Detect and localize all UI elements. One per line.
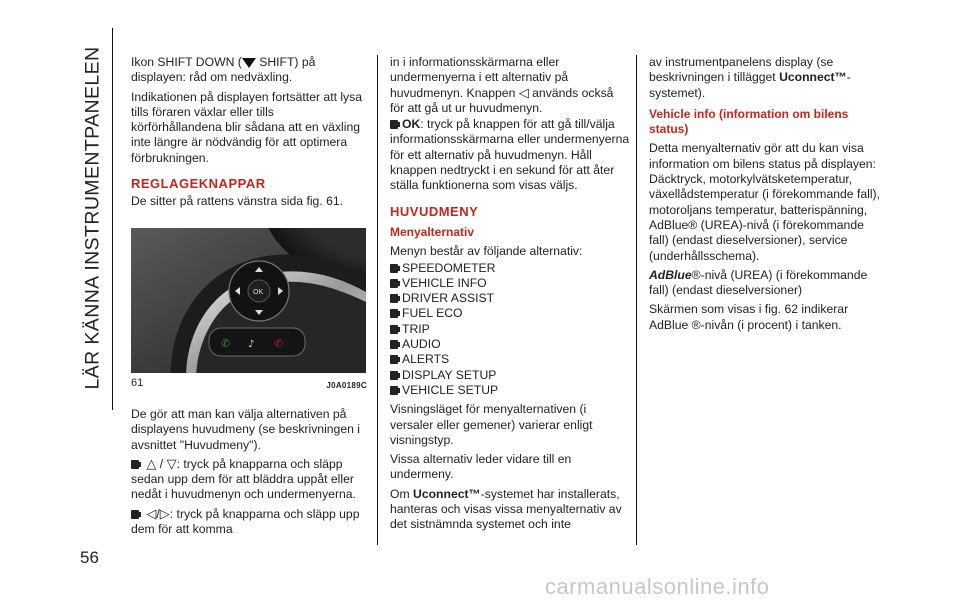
list-item: TRIP [390,322,630,337]
left-arrow-icon: ◁ [146,506,157,522]
up-arrow-icon: △ [146,456,157,472]
list-item: VEHICLE SETUP [390,383,630,398]
svg-text:♪: ♪ [248,338,255,350]
sidebar-rule [112,28,113,410]
controls-location-text: De sitter på rattens vänstra sida fig. 61. [131,194,344,209]
bullet-icon [131,510,139,519]
main-menu-intro: De gör att man kan välja alternativen på displayens huvudmeny (se beskrivningen i avsnittet "Huvudmeny"). [131,406,360,452]
shift-down-paragraph: Ikon SHIFT DOWN ( SHIFT) på displayen: råd om nedväxling. [131,55,316,85]
figure-number: 61 [131,376,144,389]
column-3 [649,55,885,337]
steering-wheel-photo [131,228,366,373]
display-mode-text: Visningsläget för menyalternativen (i versaler eller gemener) varierar enligt visningstyp. [390,402,593,447]
bullet-icon [390,355,398,364]
fig62-paragraph: Skärmen som visas i fig. 62 indikerar AdBlue ®-nivån (i procent) i tanken. [649,302,849,332]
bullet-icon [131,460,139,469]
column-rule [377,55,378,545]
column-rule [636,55,637,545]
bullet-icon [390,371,398,380]
list-item: VEHICLE INFO [390,276,630,291]
page-number: 56 [80,548,99,567]
subheading-vehicle-info: Vehicle info (information om bilens status) [649,106,849,137]
figure-code: J0A0189C [326,380,367,390]
uconnect-note: av instrumentpanelens display (se beskrivningen i tillägget Uconnect™-systemet). [649,55,851,100]
down-arrow-icon: ▽ [166,456,177,472]
shift-down-icon [242,58,256,68]
ok-button-label: OK [253,288,264,296]
figure-caption [131,376,367,393]
bullet-icon [390,309,398,318]
list-item: DISPLAY SETUP [390,368,630,383]
bullet-icon [390,386,398,395]
bullet-up-down: △ / ▽: tryck på knapparna och släpp sedan upp dem för att bläddra uppåt eller nedåt i huvudmenyn och undermenyerna. [131,456,356,502]
indication-paragraph: Indikationen på displayen fortsätter att lysa tills föraren växlar eller tills körförhållandena blir sådana att en växling inte längre är nödvändig för att optimera förbrukningen. [131,89,363,165]
submenu-paragraph: in i informationsskärmarna eller undermenyerna i ett alternativ på huvudmenyn. Knappen ◁ används också för att gå ut ur huvudmenyn. [390,55,614,115]
section-heading-main-menu: HUVUDMENY [390,203,479,219]
column-2 [390,55,630,537]
section-heading-controls: REGLAGEKNAPPAR [131,176,266,192]
list-item: SPEEDOMETER [390,261,630,276]
bullet-icon [390,264,398,273]
adblue-paragraph: AdBlue®-nivå (UREA) (i förekommande fall) (endast dieselversioner) [649,267,868,298]
list-item: DRIVER ASSIST [390,291,630,306]
vehicle-info-text: Detta menyalternativ gör att du kan visa information om bilens status på displayen: Däcktryck, motorkylvätsketemperatur, växellådstemperatur (i förekommande fall), motoroljans temperatur, batterispänning, AdBlue® (UREA)-nivå (i förekommande fall) (endast dieselversioner), service (underhållsschema). [649,141,880,263]
svg-text:✆: ✆ [221,336,231,350]
svg-text:✆: ✆ [274,336,284,350]
submenu-note: Vissa alternativ leder vidare till en undermeny. [390,452,572,482]
menu-intro: Menyn består av följande alternativ: [390,244,583,259]
right-arrow-icon: ▷ [159,506,170,522]
list-item: FUEL ECO [390,306,630,321]
sidebar-section-title: LÄR KÄNNA INSTRUMENTPANELEN [81,45,104,390]
menu-list [390,261,630,399]
list-item: ALERTS [390,352,630,367]
bullet-icon [390,340,398,349]
bullet-icon [390,120,398,129]
bullet-icon [390,294,398,303]
bullet-left-right: ◁/▷: tryck på knapparna och släpp upp dem för att komma [131,506,360,537]
watermark-text: carmanualsonline.info [545,574,770,599]
ok-bullet: OK: tryck på knappen för att gå till/välja informationsskärmarna eller undermenyerna för ett alternativ på huvudmenyn. Håll knappen nedtryckt i en sekund för att åter ställa funktionerna som visas väljs. [390,117,630,193]
left-arrow-icon: ◁ [518,85,529,101]
subheading-menu-options: Menyalternativ [390,224,475,239]
list-item: AUDIO [390,337,630,352]
uconnect-paragraph: Om Uconnect™-systemet har installerats, hanteras och visas vissa menyalternativ av det sistnämnda systemet och inte [390,486,622,532]
bullet-icon [390,325,398,334]
steering-wheel-figure [131,228,366,373]
column-1 [131,55,367,541]
bullet-icon [390,279,398,288]
